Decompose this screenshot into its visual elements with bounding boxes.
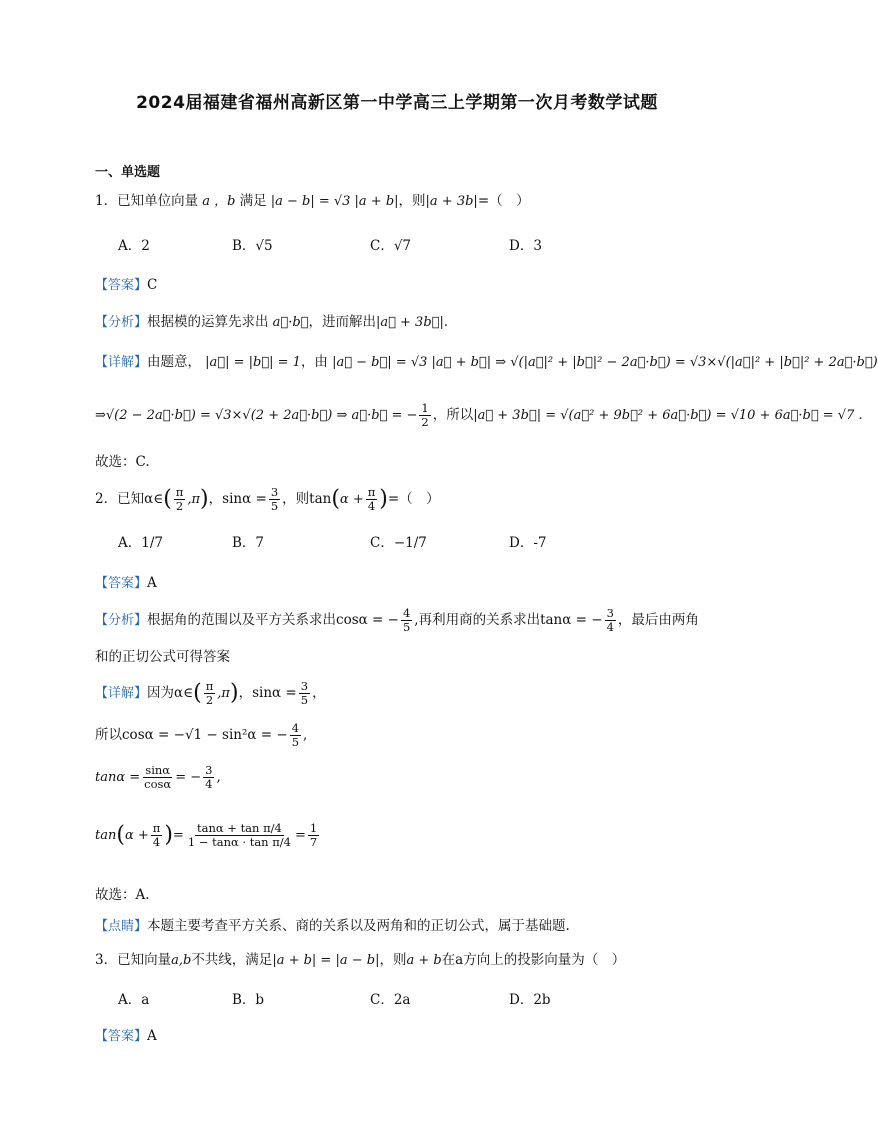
math-expr: a + b	[406, 953, 442, 968]
question-1-answer: 【答案】C	[95, 277, 158, 293]
option-b: B．√5	[232, 238, 273, 254]
fraction: $\frac{\pi}{4}$	[367, 485, 376, 513]
question-1-detail: 【详解】由题意， |a⃗| = |b⃗| = 1，由 |a⃗ − b⃗| = √3 |a⃗ + b⃗| ⇒ √(|a⃗|² + |b⃗|² − 2a⃗·b⃗) = √3×√(|a⃗|² + |b⃗|² + 2a⃗·b⃗)	[95, 354, 878, 370]
option-d: D．2b	[509, 992, 551, 1008]
question-2-analysis-line-2: 和的正切公式可得答案	[95, 649, 230, 665]
math-expr: a ，b	[198, 194, 240, 209]
option-d: D．3	[509, 238, 542, 254]
option-a: A．1/7	[118, 535, 163, 551]
question-2-step-3: tan(α + $\frac{\pi}{4}$ )= $\frac{\text{tanα + tan π/4}}{\text{1 − tanα · tan π/4}}$ = $\frac{1}{7}$	[95, 821, 318, 849]
option-c: C．−1/7	[370, 535, 427, 551]
question-3-stem: 3．已知向量a,b不共线，满足|a + b| = |a − b|，则a + b在a方向上的投影向量为（ ）	[95, 952, 626, 968]
fraction: $\frac{1}{7}$	[309, 821, 318, 849]
fraction: $\frac{3}{5}$	[270, 485, 279, 513]
math-expr: |a + b| = |a − b|	[272, 953, 380, 968]
math-expr: |a⃗ + 3b⃗| = √(a⃗² + 9b⃗² + 6a⃗·b⃗)	[473, 408, 716, 423]
option-b: B．b	[232, 992, 265, 1008]
question-2-analysis: 【分析】根据角的范围以及平方关系求出cosα = − $\frac{4}{5}$ ,再利用商的关系求出tanα = − $\frac{3}{4}$ ，最后由两角	[95, 606, 699, 634]
math-expr: |a⃗ − b⃗| = √3 |a⃗ + b⃗| ⇒ √(|a⃗|² + |b⃗|² − 2a⃗·b⃗) = √3×√(|a⃗|² + |b⃗|² + 2a⃗·b⃗)	[327, 355, 878, 370]
question-1-stem: 1．已知单位向量 a ，b 满足 |a − b| = √3 |a + b|，则|a + 3b|=（ ）	[95, 193, 530, 209]
fraction: $\frac{4}{5}$	[402, 606, 411, 634]
option-a: A．2	[118, 238, 150, 254]
fraction: $\frac{3}{5}$	[300, 679, 309, 707]
fraction: $\frac{\pi}{2}$	[205, 679, 214, 707]
question-2-step-1: 所以cosα = −√1 − sin²α = − $\frac{4}{5}$ ,	[95, 721, 308, 749]
section-heading: 一、单选题	[95, 165, 161, 180]
fraction: $\frac{3}{4}$	[606, 606, 614, 634]
math-expr: |a⃗ + 3b⃗|.	[375, 315, 448, 330]
question-1-analysis: 【分析】根据模的运算先求出 a⃗·b⃗，进而解出|a⃗ + 3b⃗|.	[95, 314, 448, 330]
question-2-stem: 2．已知α∈( $\frac{\pi}{2}$ ,π)，sinα = $\frac{3}{5}$ ，则tan(α + $\frac{\pi}{4}$ )=（ ）	[95, 485, 440, 513]
question-2-step-2: tanα = $\frac{\sin\alpha}{\cos\alpha}$ = − $\frac{3}{4}$ ,	[95, 763, 221, 791]
question-3-answer: 【答案】A	[95, 1028, 157, 1044]
question-2-answer: 【答案】A	[95, 575, 157, 591]
math-expr: |a − b| = √3 |a + b|	[266, 194, 399, 209]
fraction: $\frac{\text{tanα + tan π/4}}{\text{1 − tanα · tan π/4}}$	[187, 821, 291, 849]
option-b: B．7	[232, 535, 265, 551]
fraction: $\frac{\sin\alpha}{\cos\alpha}$	[144, 763, 172, 791]
question-2-detail: 【详解】因为α∈( $\frac{\pi}{2}$ ,π)，sinα = $\frac{3}{5}$ ，	[95, 679, 326, 707]
page-title: 2024届福建省福州高新区第一中学高三上学期第一次月考数学试题	[136, 93, 658, 113]
question-1-detail-line-2: ⇒√(2 − 2a⃗·b⃗) = √3×√(2 + 2a⃗·b⃗) ⇒ a⃗·b⃗ = − $\frac{1}{2}$ ，所以|a⃗ + 3b⃗| = √(a⃗² + 9b⃗² + 6a⃗·b⃗) = √10 + 6a⃗·b⃗ = √7 .	[95, 401, 863, 429]
math-expr: a,b	[171, 953, 192, 968]
math-expr: a⃗·b⃗	[268, 315, 309, 330]
question-1-conclusion: 故选：C.	[95, 454, 150, 470]
fraction: $\frac{4}{5}$	[291, 721, 300, 749]
question-2-remark: 【点睛】本题主要考查平方关系、商的关系以及两角和的正切公式，属于基础题.	[95, 918, 570, 934]
option-a: A．a	[118, 992, 150, 1008]
fraction: $\frac{1}{2}$	[421, 401, 429, 429]
fraction: $\frac{\pi}{4}$	[152, 821, 161, 849]
option-d: D．-7	[509, 535, 547, 551]
fraction: $\frac{\pi}{2}$	[175, 485, 184, 513]
fraction: $\frac{3}{4}$	[205, 763, 213, 791]
math-expr: |a⃗| = |b⃗| = 1	[201, 355, 301, 370]
question-2-conclusion: 故选：A.	[95, 887, 150, 903]
option-c: C．2a	[370, 992, 411, 1008]
math-expr: |a + 3b|	[425, 194, 478, 209]
option-c: C．√7	[370, 238, 412, 254]
